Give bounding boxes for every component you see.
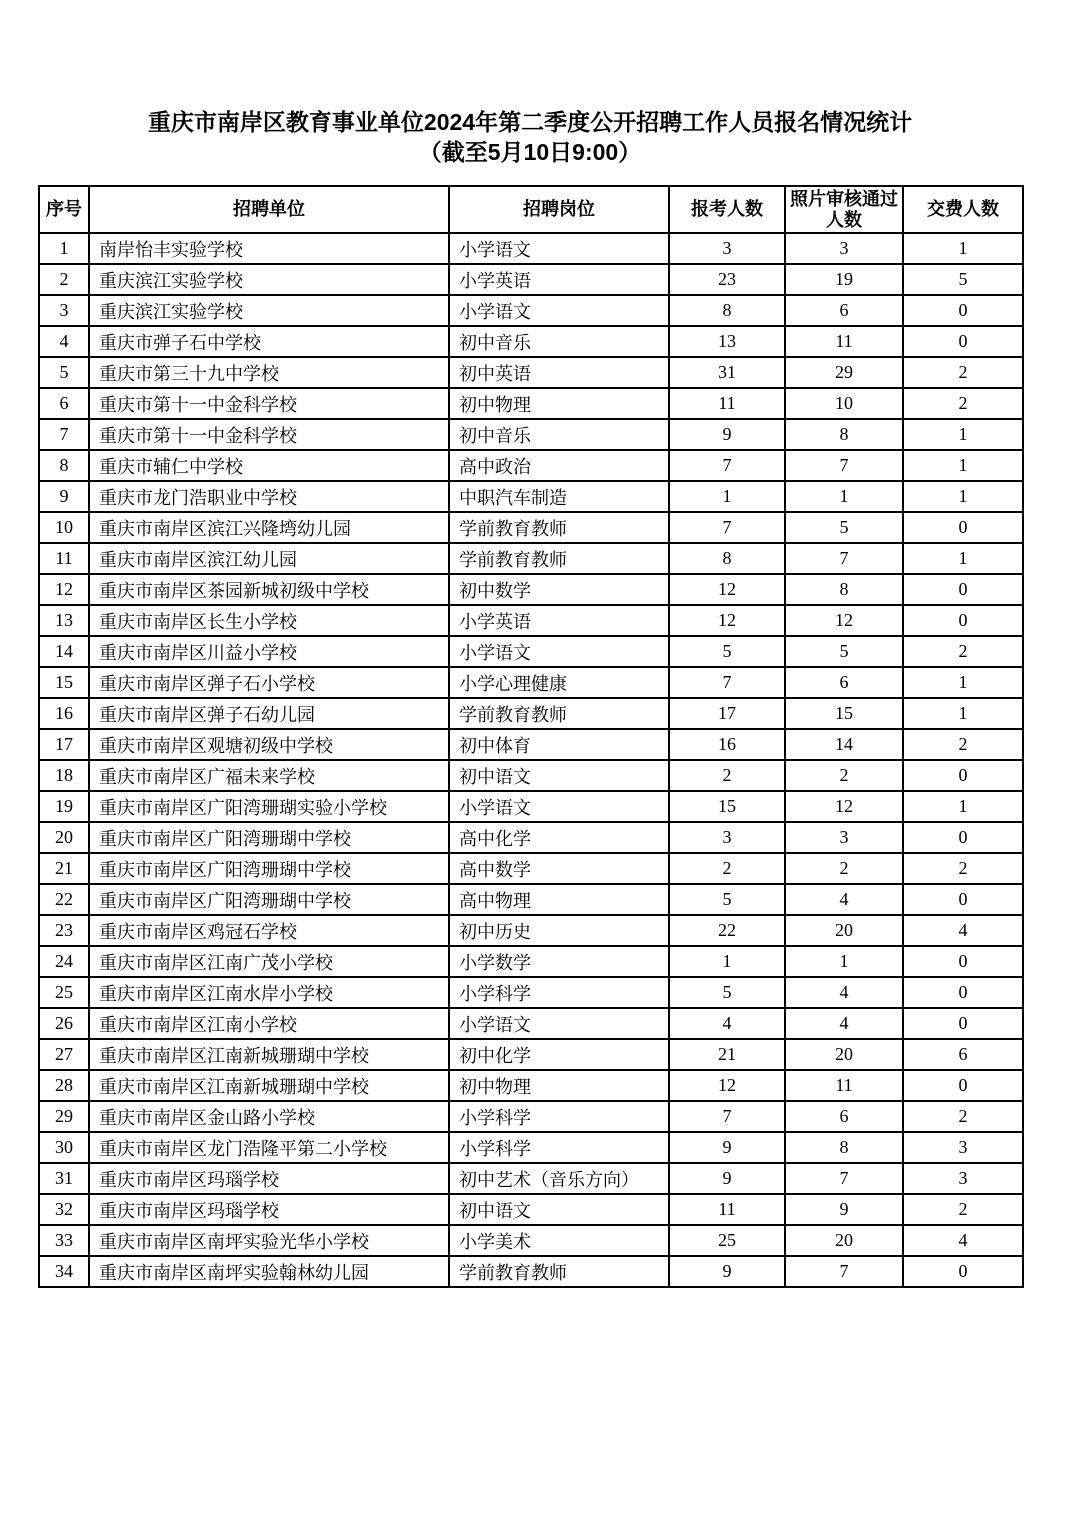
cell-paid: 0 (903, 326, 1023, 357)
table-row (39, 326, 1023, 357)
cell-post: 初中语文 (449, 760, 669, 791)
cell-applicants: 23 (669, 264, 785, 295)
cell-photo-approved: 11 (785, 326, 903, 357)
cell-photo-approved: 12 (785, 791, 903, 822)
cell-applicants: 7 (669, 667, 785, 698)
cell-post: 初中英语 (449, 357, 669, 388)
table-row (39, 481, 1023, 512)
cell-applicants: 2 (669, 853, 785, 884)
cell-post: 学前教育教师 (449, 1256, 669, 1287)
cell-paid: 0 (903, 1256, 1023, 1287)
cell-paid: 5 (903, 264, 1023, 295)
cell-unit: 重庆市南岸区广福未来学校 (89, 760, 449, 791)
table-row (39, 915, 1023, 946)
cell-unit: 重庆市南岸区长生小学校 (89, 605, 449, 636)
cell-paid: 0 (903, 1008, 1023, 1039)
table-row (39, 1101, 1023, 1132)
cell-unit: 重庆市南岸区滨江兴隆塆幼儿园 (89, 512, 449, 543)
cell-unit: 重庆市辅仁中学校 (89, 450, 449, 481)
cell-photo-approved: 20 (785, 1039, 903, 1070)
cell-photo-approved: 6 (785, 1101, 903, 1132)
table-row (39, 357, 1023, 388)
cell-post: 中职汽车制造 (449, 481, 669, 512)
cell-photo-approved: 7 (785, 1256, 903, 1287)
cell-paid: 0 (903, 574, 1023, 605)
cell-index: 10 (39, 512, 89, 543)
cell-paid: 0 (903, 760, 1023, 791)
cell-paid: 1 (903, 233, 1023, 264)
cell-photo-approved: 11 (785, 1070, 903, 1101)
cell-paid: 1 (903, 667, 1023, 698)
cell-applicants: 9 (669, 419, 785, 450)
cell-index: 13 (39, 605, 89, 636)
table-row (39, 512, 1023, 543)
cell-applicants: 25 (669, 1225, 785, 1256)
table-body (39, 233, 1023, 1287)
cell-post: 初中音乐 (449, 326, 669, 357)
cell-post: 小学科学 (449, 1132, 669, 1163)
cell-paid: 0 (903, 512, 1023, 543)
cell-applicants: 11 (669, 388, 785, 419)
cell-index: 18 (39, 760, 89, 791)
cell-unit: 重庆市南岸区弹子石幼儿园 (89, 698, 449, 729)
cell-unit: 重庆市南岸区玛瑙学校 (89, 1194, 449, 1225)
cell-post: 小学语文 (449, 1008, 669, 1039)
cell-applicants: 4 (669, 1008, 785, 1039)
cell-paid: 2 (903, 636, 1023, 667)
table-row (39, 543, 1023, 574)
cell-photo-approved: 7 (785, 1163, 903, 1194)
cell-paid: 2 (903, 729, 1023, 760)
cell-applicants: 21 (669, 1039, 785, 1070)
cell-photo-approved: 15 (785, 698, 903, 729)
cell-index: 24 (39, 946, 89, 977)
cell-index: 6 (39, 388, 89, 419)
cell-index: 27 (39, 1039, 89, 1070)
cell-applicants: 12 (669, 1070, 785, 1101)
cell-post: 学前教育教师 (449, 543, 669, 574)
header-post: 招聘岗位 (449, 186, 669, 233)
cell-unit: 重庆市弹子石中学校 (89, 326, 449, 357)
cell-paid: 2 (903, 388, 1023, 419)
cell-applicants: 8 (669, 295, 785, 326)
table-row (39, 946, 1023, 977)
cell-applicants: 3 (669, 822, 785, 853)
cell-paid: 0 (903, 1070, 1023, 1101)
cell-post: 初中历史 (449, 915, 669, 946)
cell-index: 22 (39, 884, 89, 915)
cell-index: 5 (39, 357, 89, 388)
cell-paid: 0 (903, 822, 1023, 853)
cell-photo-approved: 2 (785, 760, 903, 791)
table-row (39, 636, 1023, 667)
table-row (39, 1163, 1023, 1194)
cell-photo-approved: 7 (785, 543, 903, 574)
cell-unit: 重庆市南岸区广阳湾珊瑚中学校 (89, 853, 449, 884)
recruitment-stats-table (38, 185, 1024, 1288)
table-row (39, 233, 1023, 264)
table-row (39, 853, 1023, 884)
cell-unit: 重庆市南岸区江南新城珊瑚中学校 (89, 1070, 449, 1101)
table-header (39, 186, 1023, 233)
table-row (39, 450, 1023, 481)
cell-paid: 4 (903, 915, 1023, 946)
cell-index: 7 (39, 419, 89, 450)
title-line-2: （截至5月10日9:00） (418, 139, 642, 165)
cell-index: 11 (39, 543, 89, 574)
table-row (39, 698, 1023, 729)
cell-post: 高中政治 (449, 450, 669, 481)
cell-index: 29 (39, 1101, 89, 1132)
table-row (39, 574, 1023, 605)
cell-index: 33 (39, 1225, 89, 1256)
cell-paid: 3 (903, 1163, 1023, 1194)
cell-unit: 重庆市南岸区广阳湾珊瑚中学校 (89, 884, 449, 915)
cell-unit: 重庆市龙门浩职业中学校 (89, 481, 449, 512)
cell-applicants: 7 (669, 1101, 785, 1132)
cell-photo-approved: 20 (785, 1225, 903, 1256)
table-row (39, 1070, 1023, 1101)
cell-post: 学前教育教师 (449, 512, 669, 543)
cell-index: 2 (39, 264, 89, 295)
cell-unit: 重庆市南岸区滨江幼儿园 (89, 543, 449, 574)
header-row (39, 186, 1023, 233)
cell-post: 高中化学 (449, 822, 669, 853)
cell-paid: 6 (903, 1039, 1023, 1070)
cell-applicants: 17 (669, 698, 785, 729)
table-row (39, 884, 1023, 915)
cell-index: 1 (39, 233, 89, 264)
cell-post: 初中化学 (449, 1039, 669, 1070)
cell-unit: 重庆市南岸区川益小学校 (89, 636, 449, 667)
cell-post: 初中语文 (449, 1194, 669, 1225)
cell-applicants: 15 (669, 791, 785, 822)
cell-index: 32 (39, 1194, 89, 1225)
document-title (38, 107, 1022, 167)
cell-index: 12 (39, 574, 89, 605)
cell-paid: 1 (903, 419, 1023, 450)
cell-index: 31 (39, 1163, 89, 1194)
cell-paid: 2 (903, 1194, 1023, 1225)
table-row (39, 1008, 1023, 1039)
cell-photo-approved: 6 (785, 295, 903, 326)
cell-index: 8 (39, 450, 89, 481)
cell-paid: 2 (903, 853, 1023, 884)
cell-index: 21 (39, 853, 89, 884)
cell-paid: 1 (903, 791, 1023, 822)
cell-unit: 南岸怡丰实验学校 (89, 233, 449, 264)
cell-unit: 重庆市南岸区弹子石小学校 (89, 667, 449, 698)
cell-applicants: 1 (669, 481, 785, 512)
title-line-1: 重庆市南岸区教育事业单位2024年第二季度公开招聘工作人员报名情况统计 (147, 109, 913, 135)
cell-photo-approved: 2 (785, 853, 903, 884)
table-row (39, 1039, 1023, 1070)
cell-photo-approved: 29 (785, 357, 903, 388)
table-row (39, 1132, 1023, 1163)
cell-post: 初中数学 (449, 574, 669, 605)
cell-photo-approved: 8 (785, 1132, 903, 1163)
cell-applicants: 9 (669, 1132, 785, 1163)
cell-unit: 重庆市南岸区鸡冠石学校 (89, 915, 449, 946)
cell-index: 26 (39, 1008, 89, 1039)
cell-applicants: 12 (669, 605, 785, 636)
cell-photo-approved: 12 (785, 605, 903, 636)
cell-unit: 重庆滨江实验学校 (89, 264, 449, 295)
cell-photo-approved: 7 (785, 450, 903, 481)
cell-applicants: 13 (669, 326, 785, 357)
cell-unit: 重庆市南岸区龙门浩隆平第二小学校 (89, 1132, 449, 1163)
cell-post: 高中数学 (449, 853, 669, 884)
cell-post: 小学美术 (449, 1225, 669, 1256)
cell-unit: 重庆市第十一中金科学校 (89, 388, 449, 419)
cell-post: 初中体育 (449, 729, 669, 760)
header-photo-approved: 照片审核通过人数 (785, 186, 903, 233)
cell-paid: 0 (903, 884, 1023, 915)
cell-unit: 重庆市南岸区南坪实验光华小学校 (89, 1225, 449, 1256)
cell-index: 20 (39, 822, 89, 853)
cell-photo-approved: 9 (785, 1194, 903, 1225)
cell-unit: 重庆市南岸区江南广茂小学校 (89, 946, 449, 977)
cell-photo-approved: 4 (785, 884, 903, 915)
cell-unit: 重庆市南岸区茶园新城初级中学校 (89, 574, 449, 605)
cell-post: 初中物理 (449, 1070, 669, 1101)
cell-post: 初中艺术（音乐方向） (449, 1163, 669, 1194)
cell-applicants: 9 (669, 1256, 785, 1287)
cell-applicants: 12 (669, 574, 785, 605)
cell-post: 小学科学 (449, 977, 669, 1008)
cell-unit: 重庆市南岸区江南小学校 (89, 1008, 449, 1039)
cell-index: 17 (39, 729, 89, 760)
table-row (39, 264, 1023, 295)
header-paid: 交费人数 (903, 186, 1023, 233)
cell-index: 19 (39, 791, 89, 822)
cell-photo-approved: 8 (785, 574, 903, 605)
cell-photo-approved: 5 (785, 636, 903, 667)
cell-unit: 重庆市南岸区金山路小学校 (89, 1101, 449, 1132)
table-row (39, 822, 1023, 853)
cell-unit: 重庆市南岸区南坪实验翰林幼儿园 (89, 1256, 449, 1287)
cell-paid: 0 (903, 946, 1023, 977)
cell-photo-approved: 1 (785, 946, 903, 977)
table-row (39, 1225, 1023, 1256)
cell-photo-approved: 6 (785, 667, 903, 698)
cell-post: 小学科学 (449, 1101, 669, 1132)
cell-index: 16 (39, 698, 89, 729)
table-row (39, 419, 1023, 450)
cell-unit: 重庆市南岸区广阳湾珊瑚实验小学校 (89, 791, 449, 822)
table-row (39, 791, 1023, 822)
cell-photo-approved: 19 (785, 264, 903, 295)
cell-index: 34 (39, 1256, 89, 1287)
cell-unit: 重庆市南岸区江南水岸小学校 (89, 977, 449, 1008)
cell-index: 15 (39, 667, 89, 698)
table-row (39, 977, 1023, 1008)
cell-post: 学前教育教师 (449, 698, 669, 729)
cell-applicants: 11 (669, 1194, 785, 1225)
cell-applicants: 2 (669, 760, 785, 791)
cell-applicants: 16 (669, 729, 785, 760)
cell-index: 3 (39, 295, 89, 326)
cell-paid: 1 (903, 543, 1023, 574)
cell-paid: 0 (903, 295, 1023, 326)
cell-applicants: 1 (669, 946, 785, 977)
cell-post: 小学心理健康 (449, 667, 669, 698)
cell-unit: 重庆滨江实验学校 (89, 295, 449, 326)
cell-photo-approved: 14 (785, 729, 903, 760)
cell-post: 小学英语 (449, 264, 669, 295)
cell-index: 9 (39, 481, 89, 512)
cell-post: 小学数学 (449, 946, 669, 977)
cell-photo-approved: 3 (785, 822, 903, 853)
cell-paid: 1 (903, 450, 1023, 481)
cell-applicants: 7 (669, 450, 785, 481)
cell-applicants: 5 (669, 977, 785, 1008)
cell-applicants: 9 (669, 1163, 785, 1194)
cell-post: 小学语文 (449, 233, 669, 264)
cell-photo-approved: 3 (785, 233, 903, 264)
cell-paid: 0 (903, 605, 1023, 636)
cell-applicants: 8 (669, 543, 785, 574)
table-row (39, 388, 1023, 419)
cell-paid: 4 (903, 1225, 1023, 1256)
cell-paid: 3 (903, 1132, 1023, 1163)
cell-photo-approved: 5 (785, 512, 903, 543)
header-applicants: 报考人数 (669, 186, 785, 233)
cell-post: 初中音乐 (449, 419, 669, 450)
cell-index: 14 (39, 636, 89, 667)
cell-photo-approved: 1 (785, 481, 903, 512)
cell-paid: 1 (903, 481, 1023, 512)
cell-index: 4 (39, 326, 89, 357)
cell-paid: 2 (903, 357, 1023, 388)
table-row (39, 729, 1023, 760)
cell-unit: 重庆市第十一中金科学校 (89, 419, 449, 450)
table-row (39, 1194, 1023, 1225)
cell-paid: 2 (903, 1101, 1023, 1132)
cell-index: 23 (39, 915, 89, 946)
table-row (39, 295, 1023, 326)
cell-post: 小学语文 (449, 636, 669, 667)
cell-applicants: 22 (669, 915, 785, 946)
cell-index: 30 (39, 1132, 89, 1163)
cell-unit: 重庆市第三十九中学校 (89, 357, 449, 388)
cell-post: 初中物理 (449, 388, 669, 419)
table-row (39, 1256, 1023, 1287)
cell-photo-approved: 4 (785, 977, 903, 1008)
header-unit: 招聘单位 (89, 186, 449, 233)
cell-post: 高中物理 (449, 884, 669, 915)
cell-photo-approved: 8 (785, 419, 903, 450)
cell-index: 25 (39, 977, 89, 1008)
cell-applicants: 5 (669, 884, 785, 915)
cell-post: 小学语文 (449, 791, 669, 822)
cell-applicants: 3 (669, 233, 785, 264)
cell-photo-approved: 10 (785, 388, 903, 419)
cell-applicants: 7 (669, 512, 785, 543)
header-index: 序号 (39, 186, 89, 233)
cell-unit: 重庆市南岸区玛瑙学校 (89, 1163, 449, 1194)
cell-unit: 重庆市南岸区观塘初级中学校 (89, 729, 449, 760)
table-row (39, 760, 1023, 791)
cell-post: 小学语文 (449, 295, 669, 326)
cell-photo-approved: 4 (785, 1008, 903, 1039)
cell-applicants: 5 (669, 636, 785, 667)
cell-index: 28 (39, 1070, 89, 1101)
table-row (39, 605, 1023, 636)
table-row (39, 667, 1023, 698)
cell-unit: 重庆市南岸区广阳湾珊瑚中学校 (89, 822, 449, 853)
cell-photo-approved: 20 (785, 915, 903, 946)
cell-unit: 重庆市南岸区江南新城珊瑚中学校 (89, 1039, 449, 1070)
cell-applicants: 31 (669, 357, 785, 388)
cell-paid: 0 (903, 977, 1023, 1008)
cell-post: 小学英语 (449, 605, 669, 636)
cell-paid: 1 (903, 698, 1023, 729)
